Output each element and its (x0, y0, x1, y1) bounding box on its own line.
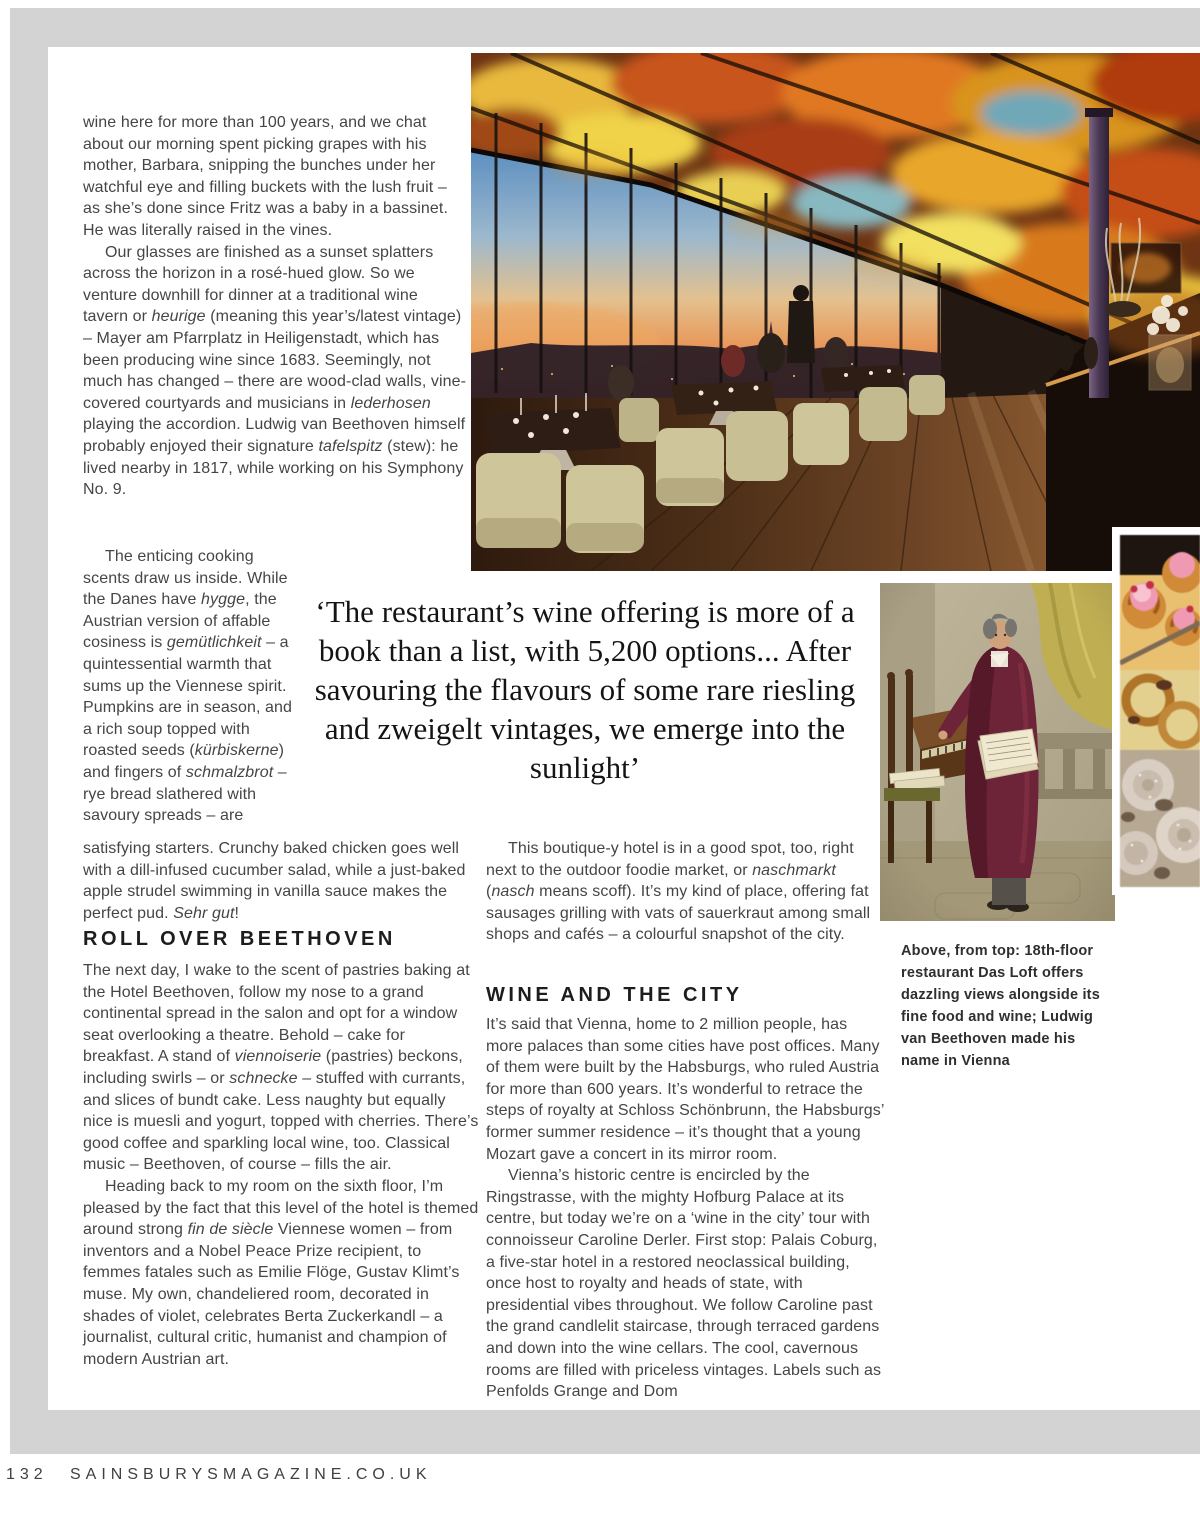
pastries-photo (1112, 527, 1200, 895)
paragraph: Our glasses are finished as a sunset splatters across the horizon in a rosé-hued glow. So we venture downhill for dinner at a traditional wine tavern or heurige (meaning this year’s/latest vintage) – Mayer am Pfarrplatz in Heiligenstadt, which has been producing wine since 1683. Seemingly, not much has changed – there are wood-clad walls, vine-covered courtyards and musicians in lederhosen playing the accordion. Ludwig van Beethoven himself probably enjoyed their signature tafelspitz (stew): he lived nearby in 1817, while working on his Symphony No. 9. (83, 243, 467, 499)
paragraph: This boutique-y hotel is in a good spot, too, right next to the outdoor foodie market, or naschmarkt (nasch means scoff). It’s my kind of place, offering fat sausages grilling with vats of sauerkraut among small shops and cafés – a colourful snapshot of the city. (486, 840, 871, 944)
column1-intro (83, 112, 467, 501)
column1-continued (83, 838, 473, 924)
column2-hotel-paragraph (486, 838, 880, 946)
restaurant-photo (471, 53, 1200, 571)
paragraph: The next day, I wake to the scent of pastries baking at the Hotel Beethoven, follow my nose to a grand continental spread in the salon and opt for a window seat overlooking a theatre. Behold – cake for breakfast. A stand of viennoiserie (pastries) beckons, including swirls – or schnecke – stuffed with currants, and slices of bundt cake. Less naughty but equally nice is muesli and yogurt, topped with cherries. There’s good coffee and sparkling local wine, too. Classical music – Beethoven, of course – fills the air. (83, 962, 479, 1174)
page-gutter-top (10, 8, 1200, 47)
pastries-photo-illustration (1120, 535, 1200, 887)
column1-beethoven-section (83, 960, 479, 1370)
section-heading-roll-over-beethoven: ROLL OVER BEETHOVEN (83, 928, 396, 950)
page-gutter-bottom (10, 1410, 1200, 1454)
beethoven-portrait-illustration (880, 583, 1115, 921)
paragraph: The enticing cooking scents draw us inside. While the Danes have hygge, the Austrian version of affable cosiness is gemütlichkeit – a quintessential warmth that sums up the Viennese spirit. Pumpkins are in season, and a rich soup topped with roasted seeds (kürbiskerne) and fingers of schmalzbrot – rye bread slathered with savoury spreads – are (83, 548, 293, 825)
section-heading-wine-and-the-city: WINE AND THE CITY (486, 984, 743, 1006)
paragraph: It’s said that Vienna, home to 2 million people, has more palaces than some cities have post offices. Many of them were built by the Habsburgs, who ruled Austria for more than 600 years. It’s wonderful to retrace the steps of royalty at Schloss Schönbrunn, the Habsburgs’ former summer residence – it’s thought that a young Mozart gave a concert in its mirror room. (486, 1016, 884, 1163)
pull-quote: ‘The restaurant’s wine offering is more of a book than a list, with 5,200 options... After savouring the flavours of some rare riesling and zweigelt vintages, we emerge into the sunlight’ (314, 594, 856, 785)
paragraph: satisfying starters. Crunchy baked chicken goes well with a dill-infused cucumber salad, while a just-baked apple strudel swimming in vanilla sauce makes the perfect pud. Sehr gut! (83, 840, 466, 922)
footer-website: SAINSBURYSMAGAZINE.CO.UK (70, 1466, 432, 1483)
paragraph: Vienna’s historic centre is encircled by the Ringstrasse, with the mighty Hofburg Palace at its centre, but today we’re on a ‘wine in the city’ tour with connoisseur Caroline Derler. First stop: Palais Coburg, a five-star hotel in a restored neoclassical building, once host to royalty and heads of state, with presidential vibes throughout. We follow Caroline past the grand candlelit staircase, through terraced gardens and down into the wine cellars. The cool, cavernous rooms are filled with priceless vintages. Labels such as Penfolds Grange and Dom (486, 1167, 882, 1401)
paragraph: Heading back to my room on the sixth floor, I’m pleased by the fact that this level of the hotel is themed around strong fin de siècle Viennese women – from inventors and a Nobel Peace Prize recipient, to femmes fatales such as Emilie Flöge, Gustav Klimt’s muse. My own, chandeliered room, decorated in shades of violet, celebrates Berta Zuckerkandl – a journalist, cultural critic, humanist and champion of modern Austrian art. (83, 1177, 479, 1368)
beethoven-portrait (880, 583, 1115, 921)
column1-narrow-beside-quote (83, 546, 297, 827)
page-gutter-left (10, 47, 48, 1410)
footer-page-number: 132 (6, 1466, 48, 1483)
photo-caption: Above, from top: 18th-floor restaurant Das Loft offers dazzling views alongside its fine food and wine; Ludwig van Beethoven made his name in Vienna (901, 943, 1100, 1069)
column2-wine-section (486, 1014, 888, 1403)
paragraph: wine here for more than 100 years, and we chat about our morning spent picking grapes with his mother, Barbara, snipping the bunches under her watchful eye and filling buckets with the lush fruit – as she’s done since Fritz was a baby in a bassinet. He was literally raised in the vines. (83, 114, 448, 239)
restaurant-photo-illustration (471, 53, 1200, 571)
